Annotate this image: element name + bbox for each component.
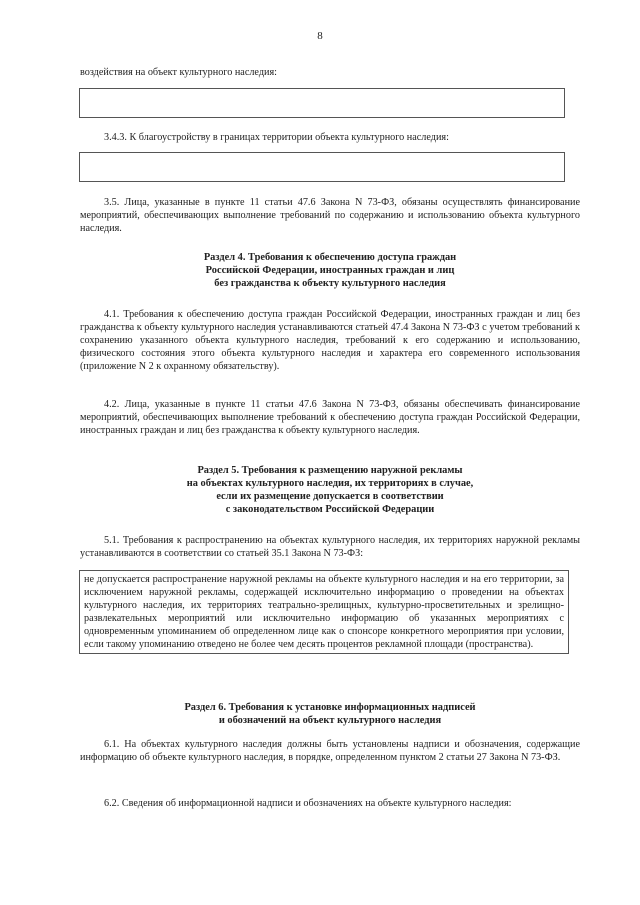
- paragraph-impact-tail: воздействия на объект культурного наследия:: [80, 67, 277, 78]
- section-6-heading-line: и обозначений на объект культурного наследия: [218, 715, 442, 726]
- page-number: 8: [317, 30, 323, 42]
- paragraph-6-2: 6.2. Сведения об информационной надписи и обозначениях на объекте культурного наследия:: [104, 798, 512, 809]
- paragraph-4-1: 4.1. Требования к обеспечению доступа граждан Российской Федерации, иностранных граждан и лиц без гражданства к объекту культурного наследия устанавливаются статьей 47.4 Закона N 73-ФЗ с учетом требований к сохранению указанного объекта культурного наследия, требований к его содержанию и использованию, физического состояния этого объекта культурного наследия и характера его современного использования (приложение N 2 к охранному обязательству).: [80, 309, 580, 372]
- section-4-heading-line: Российской Федерации, иностранных граждан и лиц: [205, 265, 455, 276]
- empty-field-box-1: [79, 88, 565, 118]
- section-4-heading-line: без гражданства к объекту культурного наследия: [214, 278, 446, 289]
- paragraph-3-5: 3.5. Лица, указанные в пункте 11 статьи 47.6 Закона N 73-ФЗ, обязаны осуществлять финансирование мероприятий, обеспечивающих выполнение требований по содержанию и использованию объекта культурного наследия.: [80, 197, 580, 234]
- section-4-heading: [80, 251, 580, 290]
- paragraph-4-2: 4.2. Лица, указанные в пункте 11 статьи 47.6 Закона N 73-ФЗ, обязаны обеспечивать финансирование мероприятий, обеспечивающих выполнение требований к обеспечению доступа граждан Российской Федерации, иностранных граждан и лиц без гражданства к объекту культурного наследия.: [80, 399, 580, 436]
- section-5-heading-line: если их размещение допускается в соответствии: [216, 491, 444, 502]
- section-6-heading: [80, 701, 580, 727]
- section-5-heading: [80, 464, 580, 516]
- section-5-heading-line: с законодательством Российской Федерации: [225, 504, 435, 515]
- section-6-heading-line: Раздел 6. Требования к установке информационных надписей: [184, 702, 476, 713]
- paragraph-3-4-3: 3.4.3. К благоустройству в границах территории объекта культурного наследия:: [104, 132, 449, 143]
- section-5-heading-line: Раздел 5. Требования к размещению наружной рекламы: [197, 465, 463, 476]
- paragraph-5-1: 5.1. Требования к распространению на объектах культурного наследия, их территориях наружной рекламы устанавливаются в соответствии со статьей 35.1 Закона N 73-ФЗ:: [80, 535, 580, 559]
- advertising-restriction-box: не допускается распространение наружной рекламы на объекте культурного наследия и на его территории, за исключением наружной рекламы, содержащей исключительно информацию о проведении на объектах культурного наследия, их территориях театрально-зрелищных, культурно-просветительных и зрелищно-развлекательных мероприятий или исключительно информацию об указанных мероприятиях с одновременным упоминанием об определенном лице как о спонсоре конкретного мероприятия при условии, если такому упоминанию отведено не более чем десять процентов рекламной площади (пространства).: [79, 570, 569, 654]
- section-5-heading-line: на объектах культурного наследия, их территориях в случае,: [186, 478, 474, 489]
- section-4-heading-line: Раздел 4. Требования к обеспечению доступа граждан: [203, 252, 457, 263]
- empty-field-box-2: [79, 152, 565, 182]
- paragraph-6-1: 6.1. На объектах культурного наследия должны быть установлены надписи и обозначения, содержащие информацию об объекте культурного наследия, в порядке, определенном пунктом 2 статьи 27 Закона N 73-ФЗ.: [80, 739, 580, 763]
